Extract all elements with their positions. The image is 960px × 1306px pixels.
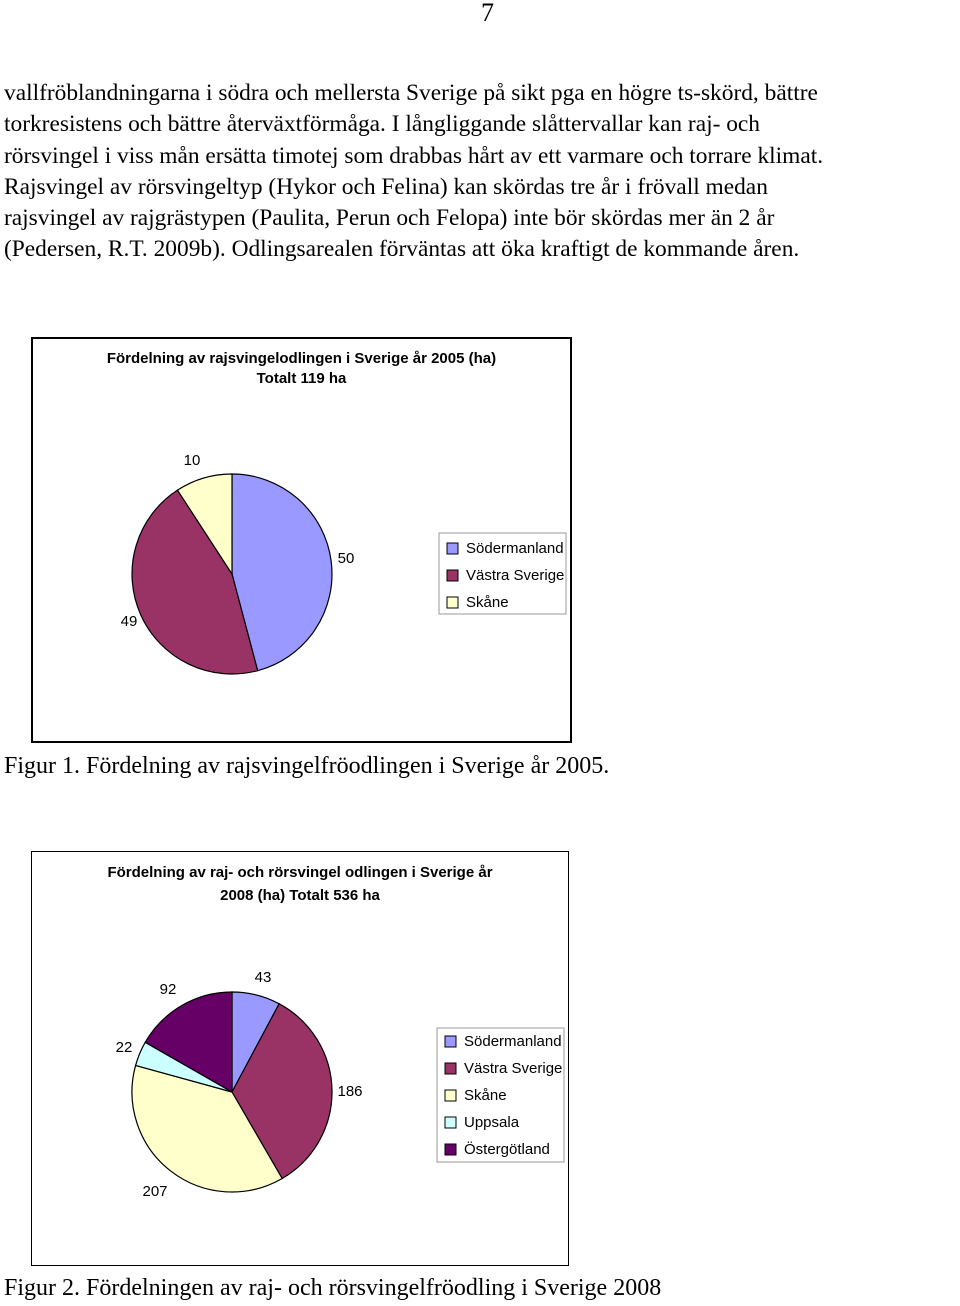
legend-swatch-sodermanland xyxy=(447,543,458,554)
body-line: (Pedersen, R.T. 2009b). Odlingsarealen förväntas att öka kraftigt de kommande åren. xyxy=(4,236,800,263)
legend-swatch-vastra-sverige xyxy=(447,570,458,581)
legend-swatch-uppsala xyxy=(445,1117,456,1128)
figure-1-chart xyxy=(31,337,572,743)
chart-subtitle: Totalt 119 ha xyxy=(256,370,347,387)
body-paragraph xyxy=(4,78,956,266)
pie-chart-1 xyxy=(33,339,570,741)
legend-label-sodermanland: Södermanland xyxy=(464,1033,562,1050)
data-label: 22 xyxy=(115,1039,133,1056)
legend-swatch-vastra-sverige xyxy=(445,1063,456,1074)
legend-swatch-sodermanland xyxy=(445,1036,456,1047)
data-label: 92 xyxy=(159,981,177,998)
legend-label-skane: Skåne xyxy=(466,594,509,611)
legend-label-skane: Skåne xyxy=(464,1087,507,1104)
data-label: 50 xyxy=(337,550,355,567)
data-label: 43 xyxy=(254,969,272,986)
legend-label-uppsala: Uppsala xyxy=(464,1114,520,1131)
figure-1-caption: Figur 1. Fördelning av rajsvingelfröodlingen i Sverige år 2005. xyxy=(4,753,610,779)
body-line: Rajsvingel av rörsvingeltyp (Hykor och Felina) kan skördas tre år i frövall medan xyxy=(4,173,768,200)
data-label: 186 xyxy=(337,1083,363,1100)
body-line: torkresistens och bättre återväxtförmåga. I långliggande slåttervallar kan raj- och xyxy=(4,111,760,138)
page-number: 7 xyxy=(481,0,494,27)
figure-2-chart xyxy=(31,851,569,1266)
data-label: 10 xyxy=(183,452,201,469)
chart-title: Fördelning av raj- och rörsvingel odlingen i Sverige år xyxy=(107,864,493,881)
data-label: 207 xyxy=(142,1183,168,1200)
chart-subtitle: 2008 (ha) Totalt 536 ha xyxy=(220,887,380,904)
chart-title: Fördelning av rajsvingelodlingen i Sverige år 2005 (ha) xyxy=(106,350,497,367)
legend-label-sodermanland: Södermanland xyxy=(466,540,564,557)
legend-label-vastra-sverige: Västra Sverige xyxy=(466,567,565,584)
figure-2-caption: Figur 2. Fördelningen av raj- och rörsvingelfröodling i Sverige 2008 xyxy=(4,1275,662,1301)
pie-chart-2 xyxy=(32,852,568,1265)
legend-label-ostergotland: Östergötland xyxy=(464,1141,550,1158)
legend-label-vastra-sverige: Västra Sverige xyxy=(464,1060,563,1077)
body-line: rajsvingel av rajgrästypen (Paulita, Perun och Felopa) inte bör skördas mer än 2 år xyxy=(4,205,775,232)
legend-swatch-skane xyxy=(447,597,458,608)
body-line: vallfröblandningarna i södra och mellersta Sverige på sikt pga en högre ts-skörd, bättre xyxy=(4,80,818,106)
body-line: rörsvingel i viss mån ersätta timotej som drabbas hårt av ett varmare och torrare klimat. xyxy=(4,142,824,169)
data-label: 49 xyxy=(120,613,138,630)
legend-swatch-skane xyxy=(445,1090,456,1101)
legend-swatch-ostergotland xyxy=(445,1144,456,1155)
